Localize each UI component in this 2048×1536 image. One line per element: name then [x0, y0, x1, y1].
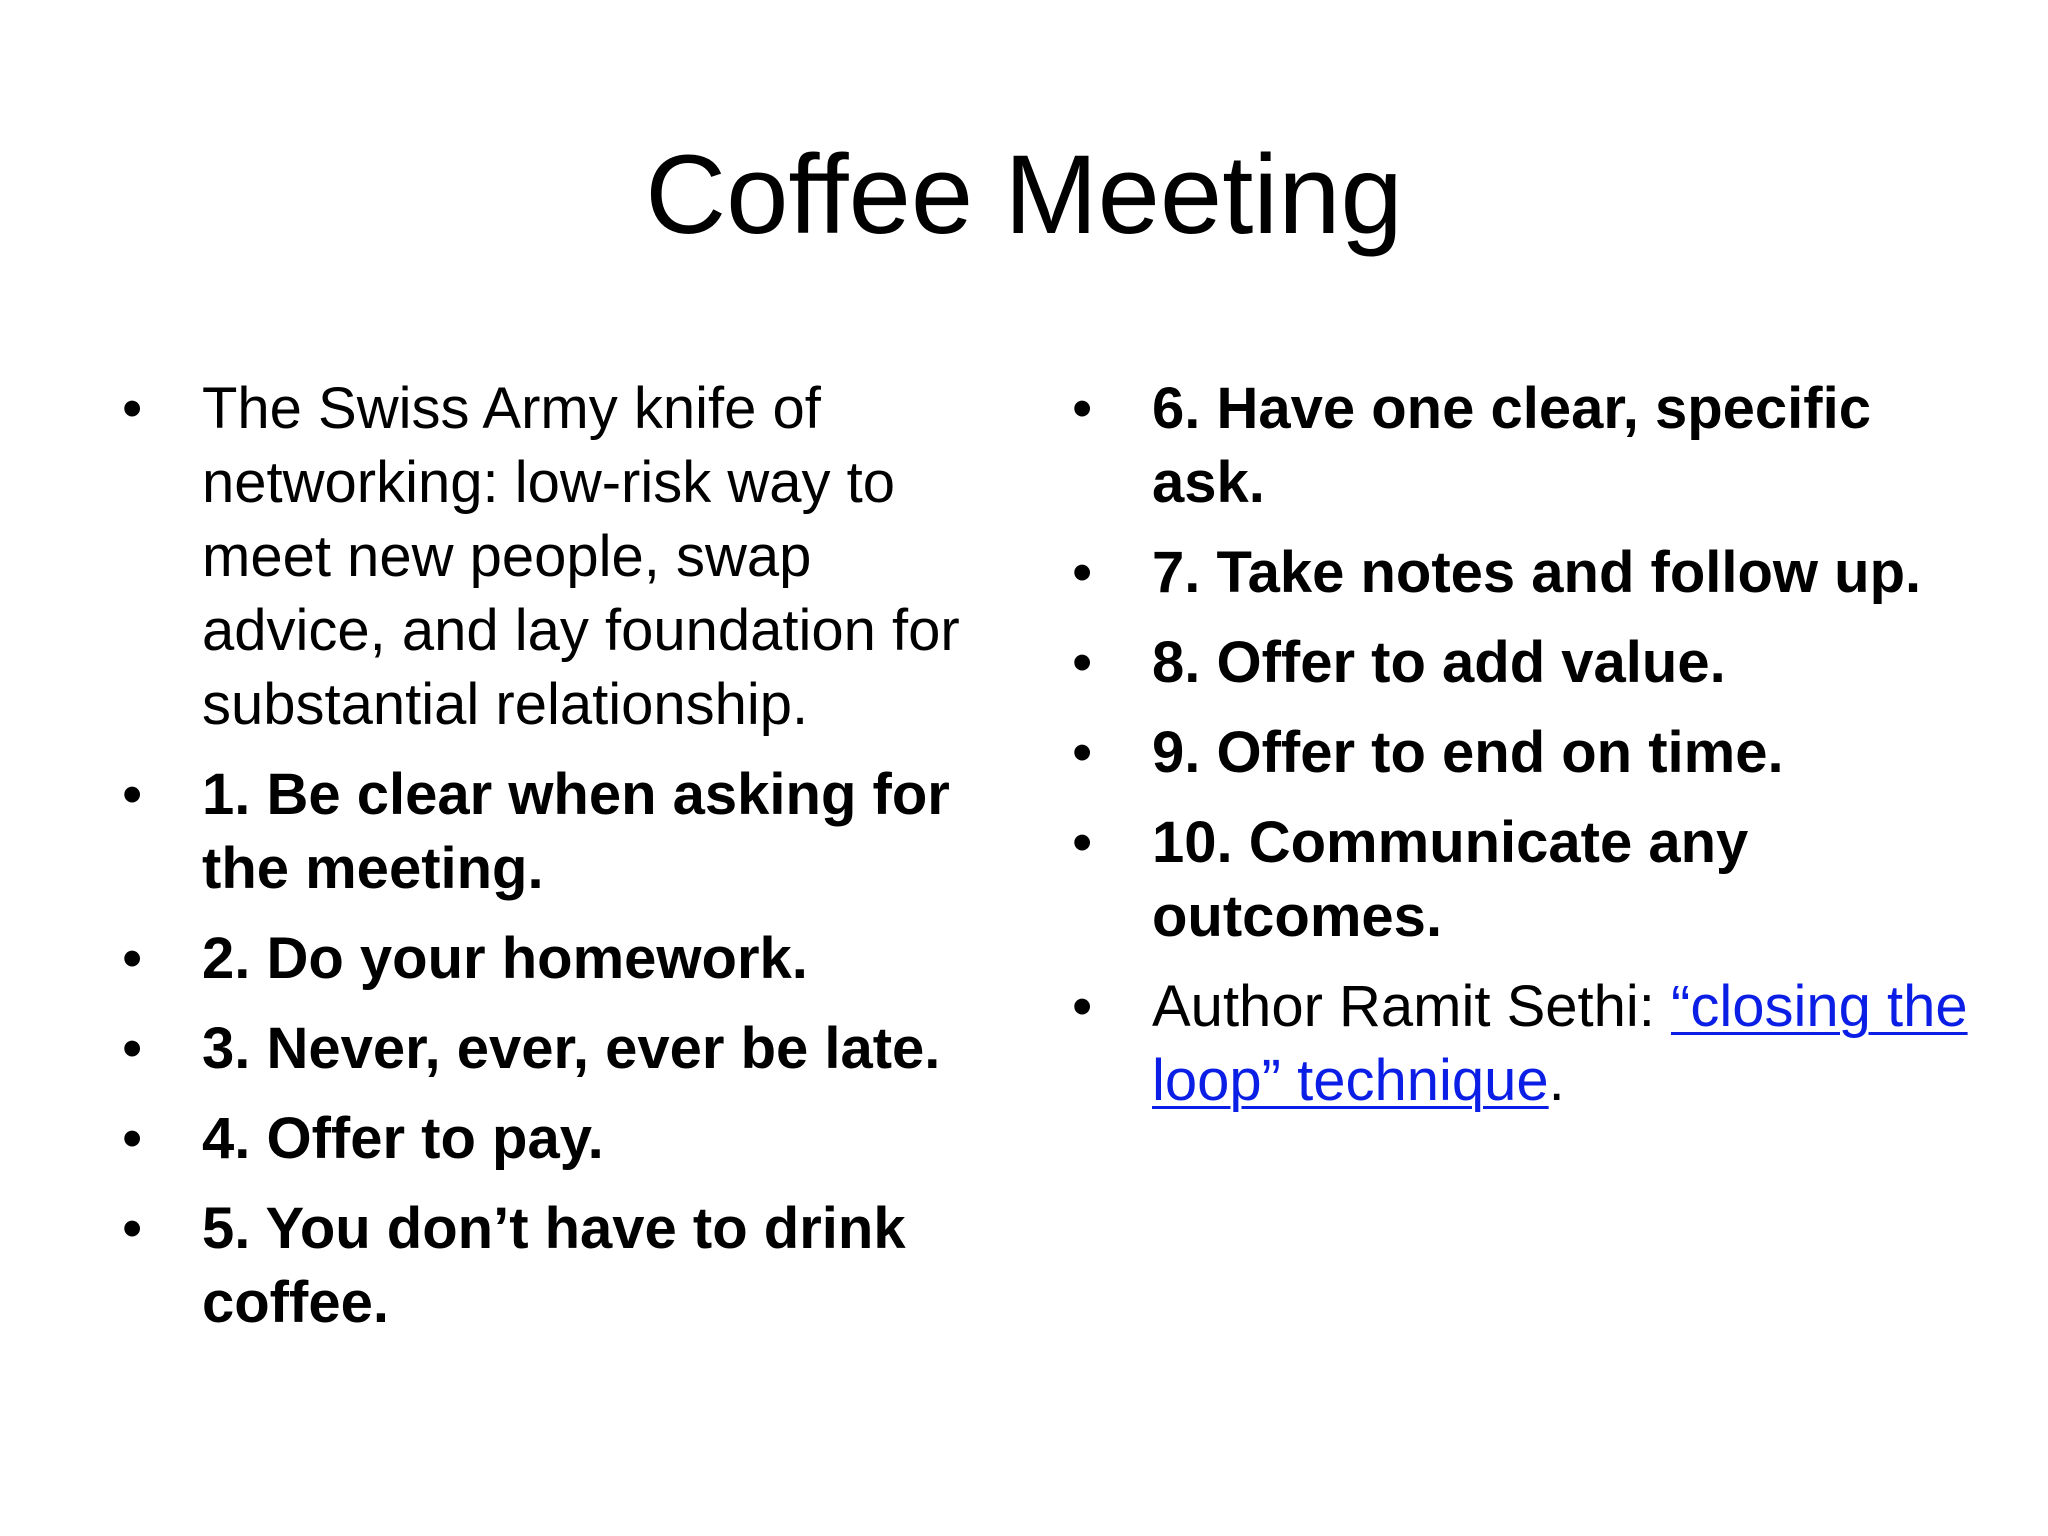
list-item — [122, 922, 1002, 996]
list-item — [122, 1102, 1002, 1176]
bullet-text: 10. Communicate any outcomes. — [1152, 810, 1749, 949]
bullet-text: 2. Do your homework. — [202, 926, 808, 991]
bullet-icon: • — [122, 376, 143, 441]
list-item — [1072, 372, 1972, 520]
bullet-text: 4. Offer to pay. — [202, 1106, 604, 1171]
list-item — [1072, 626, 1972, 700]
list-item — [1072, 806, 1972, 954]
bullet-icon: • — [1072, 630, 1093, 695]
right-bullet-list — [1072, 372, 1972, 1134]
list-item — [1072, 716, 1972, 790]
bullet-text: 8. Offer to add value. — [1152, 630, 1726, 695]
list-item — [1072, 536, 1972, 610]
author-suffix: . — [1548, 1048, 1565, 1113]
bullet-text: 9. Offer to end on time. — [1152, 720, 1784, 785]
left-bullet-list — [122, 372, 1002, 1356]
bullet-text: 6. Have one clear, specific ask. — [1152, 376, 1871, 515]
bullet-text: 1. Be clear when asking for the meeting. — [202, 762, 950, 901]
bullet-icon: • — [1072, 540, 1093, 605]
bullet-icon: • — [122, 1016, 143, 1081]
author-list-item — [1072, 970, 1972, 1118]
list-item — [122, 1192, 1002, 1340]
slide-title: Coffee Meeting — [645, 132, 1403, 257]
bullet-icon: • — [122, 1106, 143, 1171]
bullet-text: 3. Never, ever, ever be late. — [202, 1016, 941, 1081]
author-prefix: Author Ramit Sethi: — [1152, 974, 1671, 1039]
bullet-icon: • — [1072, 974, 1093, 1039]
list-item — [122, 758, 1002, 906]
bullet-icon: • — [1072, 720, 1093, 785]
bullet-icon: • — [122, 926, 143, 991]
bullet-icon: • — [1072, 376, 1093, 441]
closing-the-loop-link[interactable]: “closing the loop” technique — [1152, 974, 1968, 1113]
list-item — [122, 1012, 1002, 1086]
bullet-text: The Swiss Army knife of networking: low-risk way to meet new people, swap advice, and lay foundation for substantial relationship. — [202, 376, 960, 737]
bullet-text: 7. Take notes and follow up. — [1152, 540, 1922, 605]
bullet-icon: • — [122, 762, 143, 827]
bullet-icon: • — [1072, 810, 1093, 875]
bullet-icon: • — [122, 1196, 143, 1261]
list-item — [122, 372, 1002, 742]
bullet-text: 5. You don’t have to drink coffee. — [202, 1196, 906, 1335]
